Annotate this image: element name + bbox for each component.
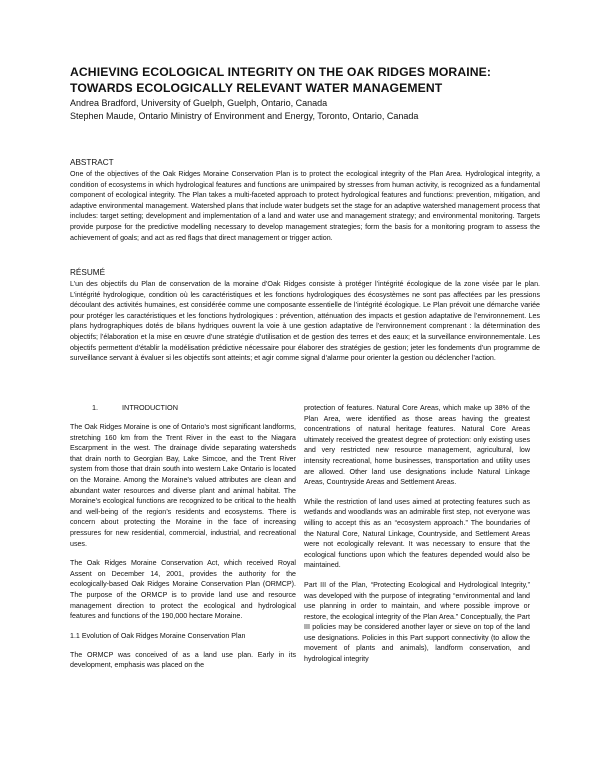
subsection-paragraph: The ORMCP was conceived of as a land use plan. Early in its development, emphasis was placed on the [70,650,296,670]
author-line-2: Stephen Maude, Ontario Ministry of Environment and Energy, Toronto, Ontario, Canada [70,111,419,121]
left-column [70,403,296,680]
resume-text: L’un des objectifs du Plan de conservation de la moraine d’Oak Ridges consiste à protéger l’intégrité écologique de la zone visée par le plan. L’intégrité hydrologique, condition où les caractéristiques et les fonctions hydrologiques des écosystèmes ne sont pas affectées par les pressions découlant des activités humaines, est considérée comme une composante essentielle de l’intégrité écologique. Le Plan prévoit une démarche variée pour protéger les caractéristiques et les fonctions hydrologiques : prévention, atténuation des impacts et gestion adaptative de l’environnement. Les plans hydrographiques dotés de bilans hydriques ouvrent la voie à une gestion adaptative de l’environnement comprenant : la détermination des objectifs; l’élaboration et la mise en œuvre d’une stratégie d’utilisation et de gestion des terres et des eaux; et la surveillance environnementale. Les objectifs permettent d’établir la modélisation prédictive nécessaire pour élaborer des stratégies de gestion; jeter les fondements d’un programme de surveillance servant à évaluer si les objectifs sont atteints; et agir comme signal d’alarme pour orienter la gestion ou déclencher l’action. [70,280,540,363]
intro-paragraph-2: The Oak Ridges Moraine Conservation Act, which received Royal Assent on December 14, 2001, provides the authority for the ecologically-based Oak Ridges Moraine Conservation Plan (ORMCP). The purpose of the ORMCP is to provide land use and resource management direction to protect the ecological and hydrological features and functions of the 190,000 hectare Moraine. [70,559,296,621]
resume-heading: RÉSUMÉ [70,268,106,277]
abstract-text: One of the objectives of the Oak Ridges Moraine Conservation Plan is to protect the ecological integrity of the Plan Area. Hydrological integrity, a condition of ecosystems in which hydrological features and functions are unimpaired by stresses from human activity, is recognized as a fundamental component of ecological integrity. The Plan takes a multi-faceted approach to protect hydrological features and functions: prevention, mitigation, and adaptive environmental management. Watershed plans that include water budgets set the stage for an adaptive watershed management process that includes: target setting; development and implementation of a land and water use and management strategy; and environmental monitoring. Targets provide purpose for the predictive modelling necessary to develop management strategies; form the basis for a monitoring program to assess the achievement of goals; and act as red flags that direct management or trigger action. [70,170,540,242]
section-title: INTRODUCTION [122,403,178,412]
right-paragraph-1: protection of features. Natural Core Areas, which make up 38% of the Plan Area, were identified as those areas having the greatest concentrations of natural heritage features. Natural Core Areas ultimately received the greatest degree of protection: only existing uses and very restricted new resource management, agricultural, low intensity recreational, home businesses, transportation and utility uses are allowed. Other land use designations include Natural Linkage Areas, Countryside Areas and Settlement Areas. [304,404,530,487]
intro-paragraph-1: The Oak Ridges Moraine is one of Ontario’s most significant landforms, stretching 160 km from the Trent River in the east to the Niagara Escarpment in the west. The drainage divide separating watersheds that drain north to Georgian Bay, Lake Simcoe, and the Trent River system from those that drain south into western Lake Ontario is located on the Moraine. Among the Moraine’s valued attributes are clean and abundant water resources and diverse plant and animal habitat. The Moraine’s ecological functions are recognized to be critical to the health and well-being of the region’s residents and ecosystems. There is concern about protecting the Moraine in the face of increasing pressures for new residential, commercial, industrial, and recreational uses. [70,423,296,548]
author-line-1: Andrea Bradford, University of Guelph, Guelph, Ontario, Canada [70,98,328,108]
section-heading-introduction [70,403,296,413]
section-number: 1. [92,403,99,412]
resume-section [70,268,540,364]
abstract-heading: ABSTRACT [70,158,114,167]
right-paragraph-3: Part III of the Plan, “Protecting Ecological and Hydrological Integrity,” was developed with the purpose of integrating “environmental and land use planning in order to maintain, and where possible improve or restore, the ecological integrity of the Plan Area.” Conceptually, the Part III policies may be considered another layer or sieve on top of the land use designations. Policies in this Part support connectivity (to allow the movement of plants and animals), landform conservation, and hydrological integrity [304,580,530,664]
subsection-heading: 1.1 Evolution of Oak Ridges Moraine Conservation Plan [70,631,246,640]
paper-title: ACHIEVING ECOLOGICAL INTEGRITY ON THE OAK RIDGES MORAINE: TOWARDS ECOLOGICALLY RELEVANT WATER MANAGEMENT [70,65,492,95]
right-paragraph-2: While the restriction of land uses aimed at protecting features such as wetlands and woodlands was an admirable first step, not everyone was willing to accept this as an “ecosystem approach.” The boundaries of the Natural Core, Natural Linkage, Countryside, and Settlement Areas were not ecologically relevant. It was necessary to ensure that the ecological functions upon which the features depended would also be maintained. [304,497,530,570]
right-column [304,403,530,674]
abstract-section [70,158,540,243]
